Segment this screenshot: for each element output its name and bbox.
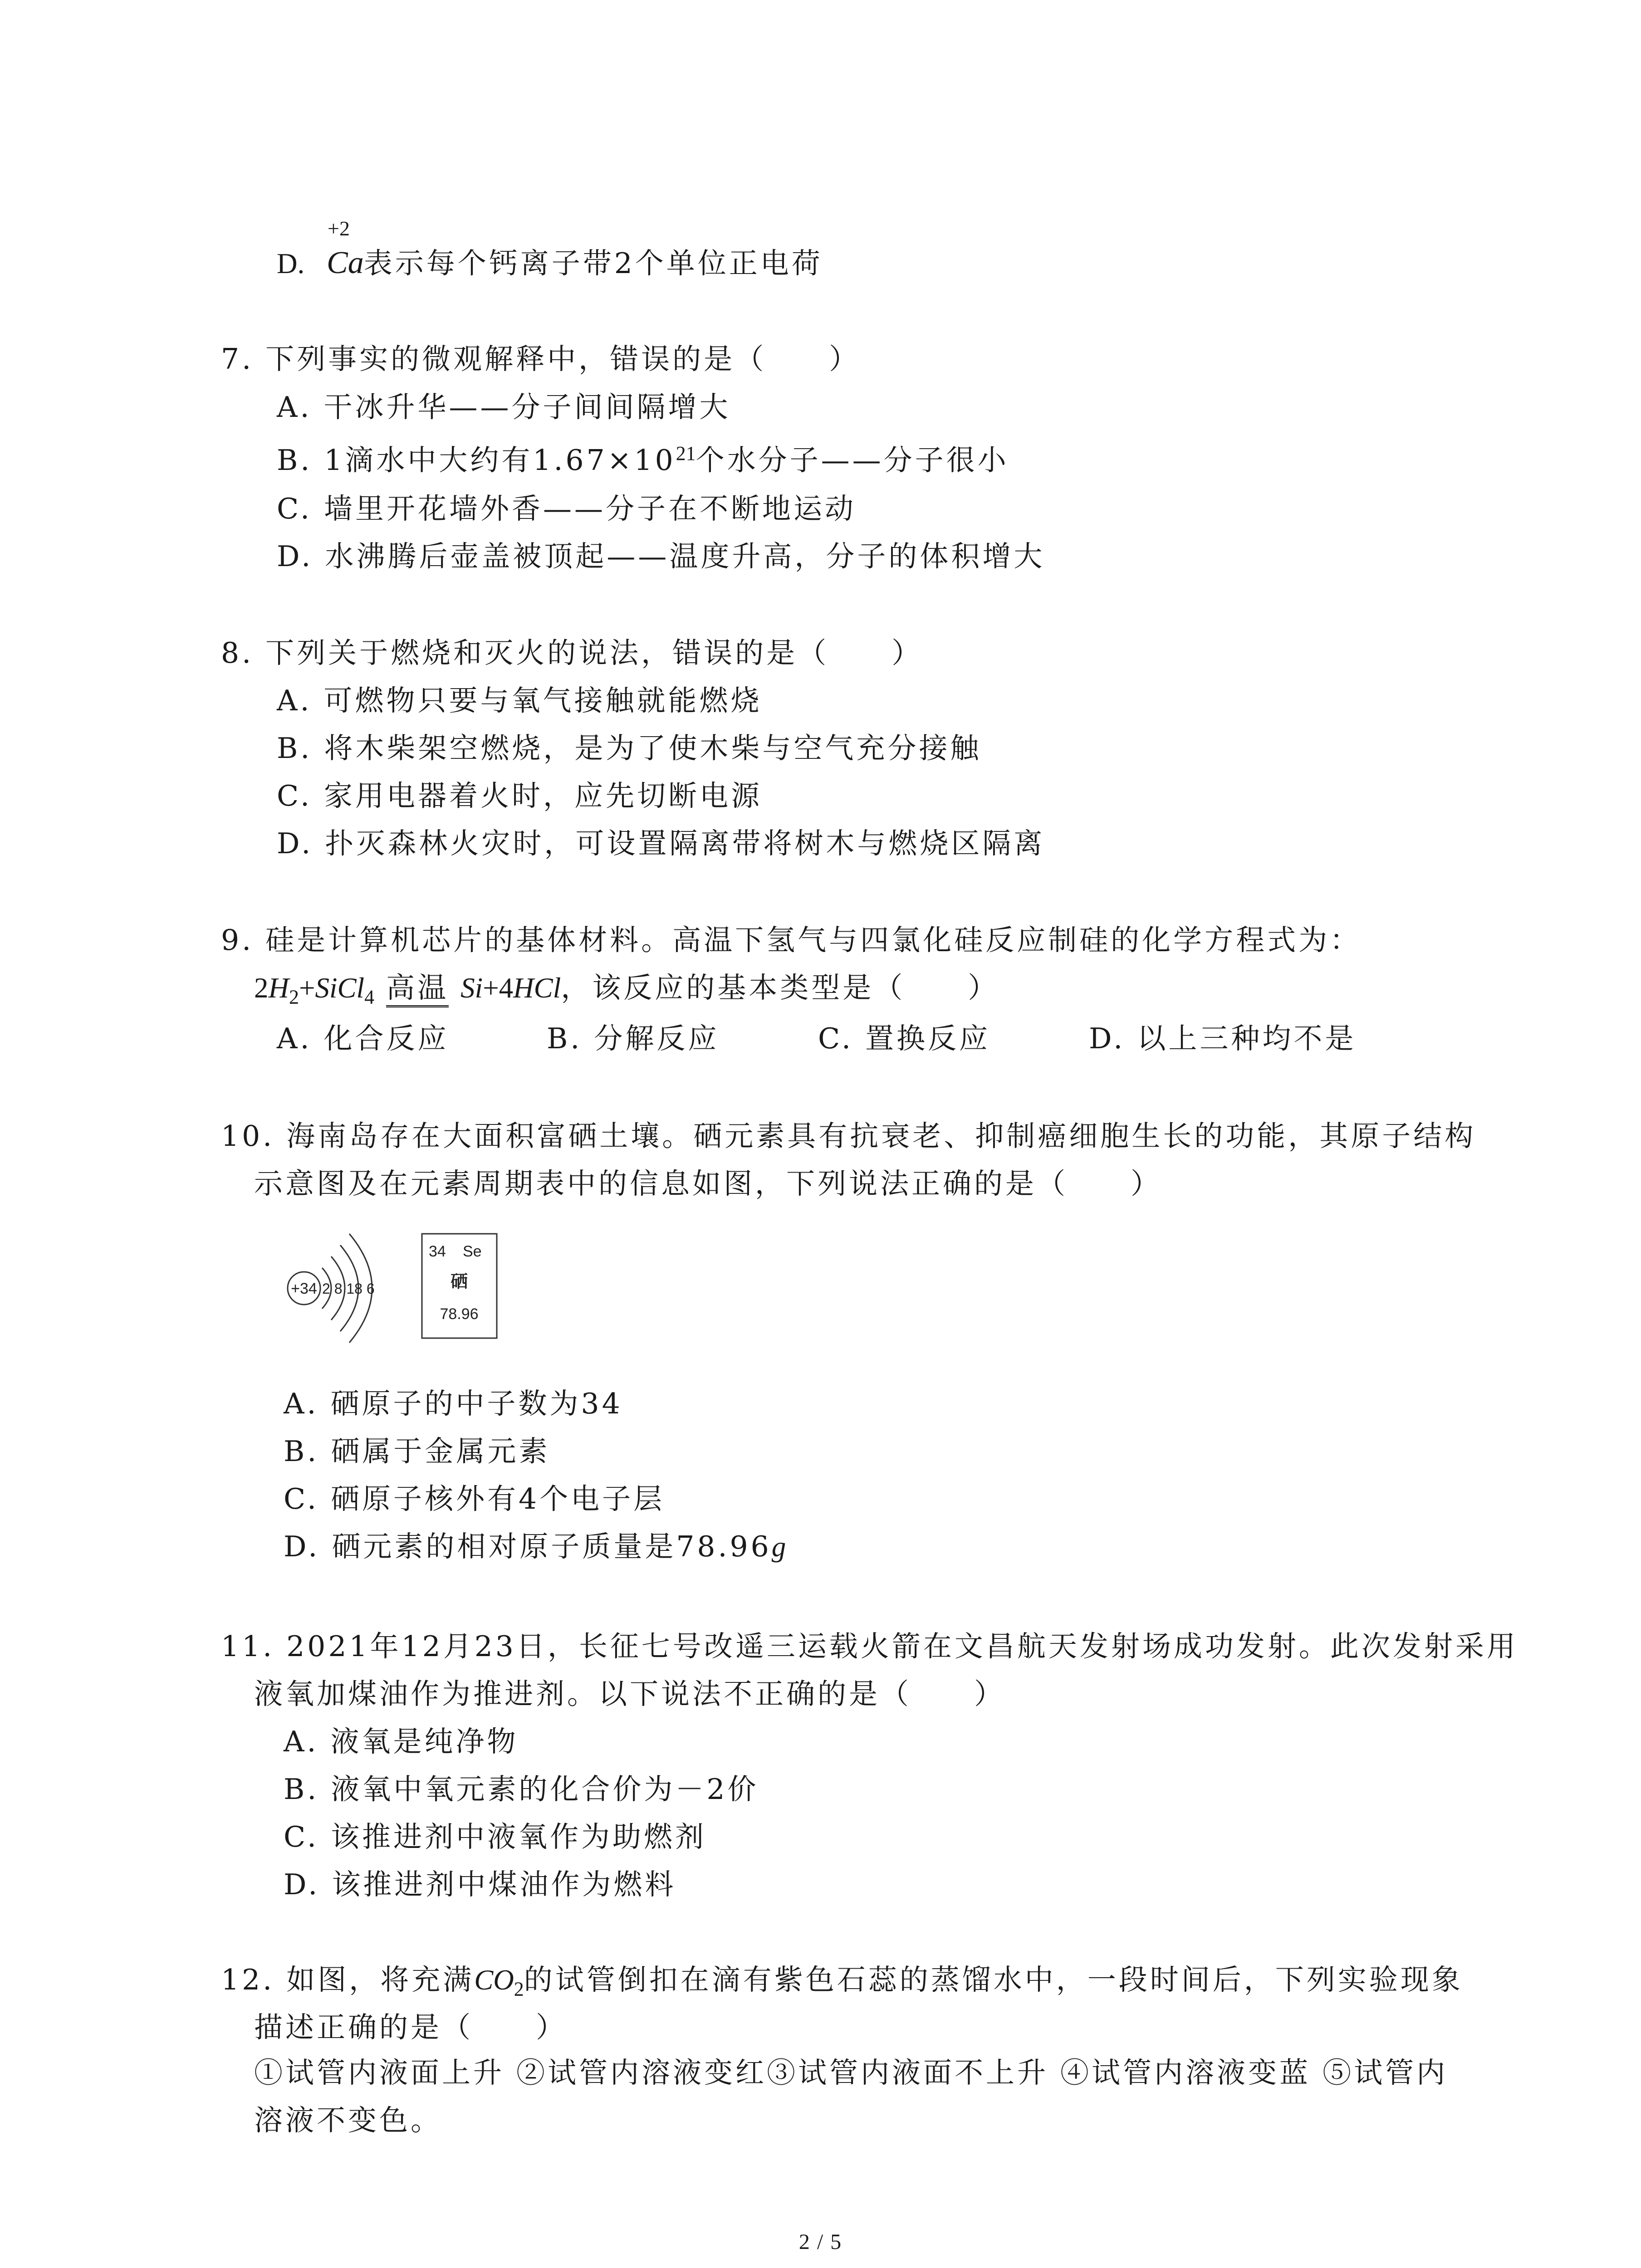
- nucleus-charge: +34: [291, 1280, 317, 1297]
- q11-option-a: A. 液氧是纯净物: [284, 1725, 519, 1758]
- q11-stem-line2: 液氧加煤油作为推进剂。以下说法不正确的是（ ）: [254, 1677, 1005, 1711]
- q6-charge: +2: [328, 217, 350, 240]
- q11-stem-line1: 11. 2021年12月23日，长征七号改遥三运载火箭在文昌航天发射场成功发射。此次发射采用: [221, 1630, 1518, 1663]
- option-text: 表示每个钙离子带2个单位正电荷: [363, 247, 823, 280]
- q6-option-d: [277, 245, 823, 282]
- q9-stem: 9. 硅是计算机芯片的基体材料。高温下氢气与四氯化硅反应制硅的化学方程式为：: [221, 924, 1362, 957]
- q9-option-a: A. 化合反应: [277, 1022, 449, 1055]
- atomic-mass: 78.96: [440, 1305, 479, 1323]
- q11-option-d: D. 该推进剂中煤油作为燃料: [284, 1868, 676, 1901]
- page-number: 2 / 5: [798, 2230, 843, 2254]
- q12-stem-line4: 溶液不变色。: [254, 2104, 442, 2137]
- atomic-structure-diagram: [288, 1234, 375, 1343]
- periodic-table-cell: [422, 1234, 497, 1338]
- atomic-number: 34: [429, 1243, 446, 1260]
- q8-option-b: B. 将木柴架空燃烧，是为了使木柴与空气充分接触: [277, 732, 982, 765]
- element-name: 硒: [450, 1271, 468, 1291]
- q12-stem-line3: ①试管内液面上升 ②试管内溶液变红③试管内液面不上升 ④试管内溶液变蓝 ⑤试管内: [254, 2056, 1448, 2089]
- q11-option-b: B. 液氧中氧元素的化合价为－2价: [284, 1773, 759, 1806]
- element-symbol: Se: [463, 1243, 482, 1260]
- selenium-atom-figure: [272, 1216, 526, 1361]
- q7-option-d: D. 水沸腾后壶盖被顶起——温度升高，分子的体积增大: [277, 540, 1045, 573]
- calcium-symbol: Ca: [327, 245, 364, 280]
- reaction-condition: 高温: [386, 971, 449, 1007]
- q9-option-c: C. 置换反应: [818, 1022, 991, 1055]
- q10-option-d: D. 硒元素的相对原子质量是78.96g: [284, 1530, 786, 1563]
- q7-option-b: B. 1滴水中大约有$1.67\times 10^{21}$个水分子——分子很小: [277, 442, 1009, 477]
- q9-equation: $2H_2+SiCl_4$ 高温 Si+4HCl，该反应的基本类型是（ ）: [254, 971, 999, 1008]
- q12-stem-line1: 12. 如图，将充满$CO_2$的试管倒扣在滴有紫色石蕊的蒸馏水中，一段时间后，下列实验现象: [221, 1963, 1463, 2000]
- electron-shell-counts: 2 8 18 6: [322, 1281, 375, 1297]
- q8-option-c: C. 家用电器着火时，应先切断电源: [277, 779, 763, 812]
- q7-option-c: C. 墙里开花墙外香——分子在不断地运动: [277, 492, 857, 525]
- q11-option-c: C. 该推进剂中液氧作为助燃剂: [284, 1820, 707, 1853]
- q10-option-b: B. 硒属于金属元素: [284, 1435, 550, 1468]
- option-label: D.: [277, 248, 305, 279]
- q7-option-a: A. 干冰升华——分子间间隔增大: [277, 391, 731, 424]
- q7-stem: 7. 下列事实的微观解释中，错误的是（ ）: [221, 342, 861, 376]
- q10-option-a: A. 硒原子的中子数为34: [284, 1387, 623, 1420]
- q10-option-c: C. 硒原子核外有4个电子层: [284, 1482, 665, 1515]
- q8-option-a: A. 可燃物只要与氧气接触就能燃烧: [277, 684, 762, 717]
- q10-stem-line2: 示意图及在元素周期表中的信息如图，下列说法正确的是（ ）: [254, 1167, 1162, 1200]
- q10-stem-line1: 10. 海南岛存在大面积富硒土壤。硒元素具有抗衰老、抑制癌细胞生长的功能，其原子结构: [221, 1119, 1476, 1153]
- q12-stem-line2: 描述正确的是（ ）: [254, 2011, 567, 2044]
- q9-option-d: D. 以上三种均不是: [1089, 1022, 1357, 1055]
- q8-option-d: D. 扑灭森林火灾时，可设置隔离带将树木与燃烧区隔离: [277, 827, 1045, 860]
- q8-stem: 8. 下列关于燃烧和灭火的说法，错误的是（ ）: [221, 636, 923, 670]
- q9-option-b: B. 分解反应: [547, 1022, 720, 1055]
